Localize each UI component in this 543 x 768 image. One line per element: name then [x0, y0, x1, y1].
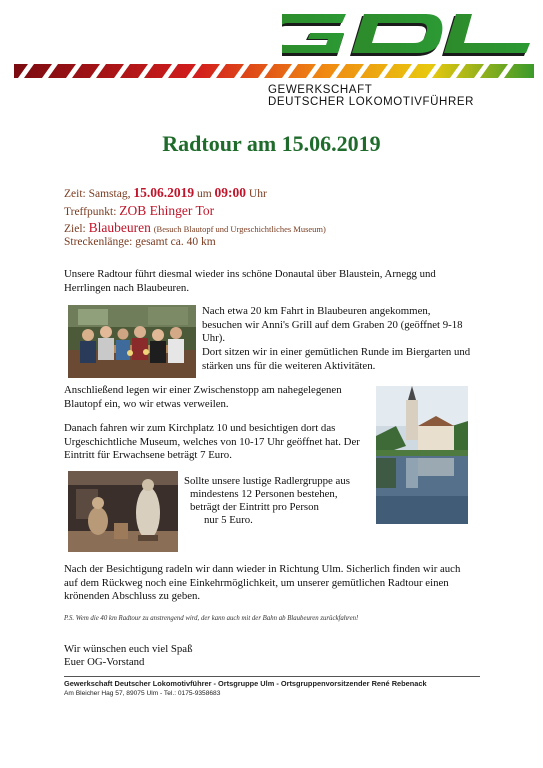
- strecke-value: gesamt ca. 40 km: [135, 236, 216, 248]
- zeit-label: Zeit:: [64, 188, 86, 200]
- discount-line2: mindestens 12 Personen bestehen,: [190, 488, 338, 500]
- ps-note: P.S. Wem die 40 km Radtour zu anstrengend wird, der kann auch mit der Bahn ab Blaubeuren zurückfahren!: [64, 615, 359, 622]
- discount-line4: nur 5 Euro.: [204, 514, 253, 526]
- grill-paragraph: Nach etwa 20 km Fahrt in Blaubeuren angekommen, besuchen wir Anni's Grill auf dem Graben 20 (geöffnet 9-18 Uhr).: [202, 305, 463, 344]
- zeit-um: um: [196, 188, 212, 200]
- detail-zeit: [64, 185, 267, 201]
- treff-value: ZOB Ehinger Tor: [119, 203, 215, 218]
- detail-ziel: [64, 220, 326, 236]
- footer-divider: [64, 676, 480, 677]
- ziel-label: Ziel:: [64, 223, 86, 235]
- zeit-date: 15.06.2019: [133, 185, 195, 200]
- zeit-day: Samstag,: [88, 188, 131, 200]
- closing-wishes: Wir wünschen euch viel Spaß: [64, 643, 193, 655]
- museum-photo: [68, 471, 178, 552]
- strecke-label: Streckenlänge:: [64, 236, 133, 248]
- discount-line1: Sollte unsere lustige Radlergruppe aus: [184, 475, 350, 487]
- page-title: Radtour am 15.06.2019: [162, 131, 381, 156]
- return-paragraph: Nach der Besichtigung radeln wir dann wieder in Richtung Ulm. Sicherlich finden wir auch auf dem Rückweg noch eine Einkehrmöglichkeit, um unserer gemütlichen Radtour einen krönenden Abschluss zu geben.: [64, 563, 461, 602]
- detail-strecke: [64, 236, 216, 248]
- closing-signature: Euer OG-Vorstand: [64, 656, 145, 668]
- org-name-line2: DEUTSCHER LOKOMOTIVFÜHRER: [268, 96, 475, 108]
- org-name-line1: GEWERKSCHAFT: [268, 84, 373, 96]
- biergarten-paragraph: Dort sitzen wir in einer gemütlichen Runde im Biergarten und stärken uns für die weiteren Aktivitäten.: [202, 346, 471, 372]
- intro-paragraph: Unsere Radtour führt diesmal wieder ins schöne Donautal über Blaustein, Arnegg und Herrlingen nach Blaubeuren.: [64, 268, 436, 294]
- footer-address: Am Bleicher Hag 57, 89075 Ulm - Tel.: 0175-9358683: [64, 690, 221, 697]
- footer-organization: Gewerkschaft Deutscher Lokomotivführer - Ortsgruppe Ulm - Ortsgruppenvorsitzender René Rebenack: [64, 679, 427, 688]
- detail-treffpunkt: [64, 203, 214, 219]
- discount-line3: beträgt der Eintritt pro Person: [190, 501, 319, 513]
- treff-label: Treffpunkt:: [64, 206, 117, 218]
- zeit-uhr: Uhr: [248, 188, 267, 200]
- museum-paragraph: Danach fahren wir zum Kirchplatz 10 und besichtigen dort das Urgeschichtliche Museum, welches von 10-17 Uhr geöffnet hat. Der Eintritt für Erwachsene beträgt 7 Euro.: [64, 422, 360, 461]
- ziel-note: (Besuch Blautopf und Urgeschichtliches Museum): [153, 224, 326, 234]
- group-photo: [68, 305, 196, 378]
- blautopf-paragraph: Anschließend legen wir einer Zwischenstopp am nahegelegenen Blautopf ein, wo wir etwas verweilen.: [64, 384, 342, 410]
- ziel-value: Blaubeuren: [88, 220, 151, 235]
- gdl-logo-icon: [14, 10, 534, 84]
- zeit-time: 09:00: [214, 185, 247, 200]
